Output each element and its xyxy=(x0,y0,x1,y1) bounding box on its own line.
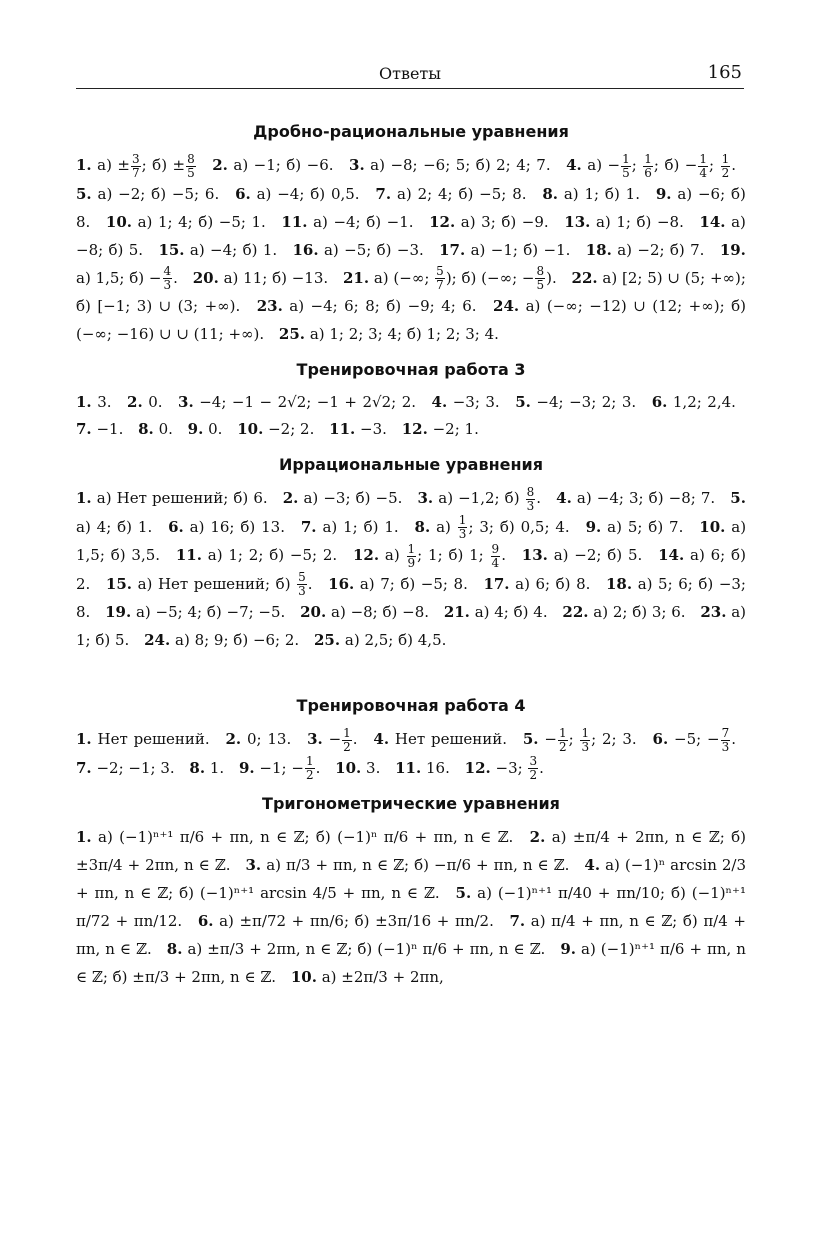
fraction: $\frac{1}{6}$ xyxy=(644,151,652,180)
fraction: $\frac{1}{3}$ xyxy=(581,725,590,754)
section-title: Дробно-рациональные уравнения xyxy=(253,122,569,141)
answer-item: 7. а) 2; 4; б) −5; 8. xyxy=(375,184,527,203)
answer-item: 5. а) −2; б) −5; 6. xyxy=(76,184,220,203)
fraction: $\frac{1}{3}$ xyxy=(458,513,467,541)
answer-item: 13. а) 1; б) −8. xyxy=(564,212,684,231)
answer-item: 6. а) −4; б) 0,5. xyxy=(235,184,360,203)
fraction: $\frac{3}{2}$ xyxy=(529,754,538,782)
answer-item: 24. а) (−∞; −12) ∪ (12; +∞); б) (−∞; −16) ∪ ∪ (11; +∞). xyxy=(76,297,746,343)
answer-item: 8. а) 1; б) 1. xyxy=(542,184,640,203)
fraction: $\frac{8}{3}$ xyxy=(526,484,535,513)
fraction: $\frac{9}{4}$ xyxy=(491,541,500,570)
answer-item: 4. а) − $\frac{1}{5}$ ; $\frac{1}{6}$ ; б) − $\frac{1}{4}$ ; $\frac{1}{2}$ . xyxy=(566,151,736,180)
fraction: $\frac{1}{9}$ xyxy=(407,541,416,570)
section-trigonometric xyxy=(76,794,746,991)
section-title: Иррациональные уравнения xyxy=(278,455,544,474)
answer-item: 20. а) 11; б) −13. xyxy=(192,268,329,287)
fraction: $\frac{7}{3}$ xyxy=(721,725,730,754)
answer-item: 19. а) 1,5; б) − $\frac{4}{3}$ . xyxy=(76,240,746,292)
answer-item: 17. а) −1; б) −1. xyxy=(439,240,571,259)
section-fractional-rational xyxy=(76,122,746,348)
answer-item: 25. а) 1; 2; 3; 4; б) 1; 2; 3; 4. xyxy=(278,325,499,343)
answer-item: 9. а) −6; б) 8. xyxy=(76,184,746,231)
answer-item: 3. а) −8; −6; 5; б) 2; 4; 7. xyxy=(349,156,551,174)
answer-item: 16. а) −5; б) −3. xyxy=(292,240,424,259)
answers-paragraph: 1. а) (−1)ⁿ⁺¹ π/6 + πn, n ∈ ℤ; б) (−1)ⁿ π/6 + πn, n ∈ ℤ. 2. а) ±π/4 + 2πn, n ∈ ℤ; б) ±3π/4 + 2πn, n ∈ ℤ. 3. а) π/3 + πn, n ∈ ℤ; б) −π/6 + πn, n ∈ ℤ. 4. а) (−1)ⁿ arcsin 2/3 + πn, n ∈ ℤ; б) (−1)ⁿ⁺¹ arcsin 4/5 + πn, n ∈ ℤ. 5. а) (−1)ⁿ⁺¹ π/40 + πn/10; б) (−1)ⁿ⁺¹ π/72 + πn/12. 6. а) ±π/72 + πn/6; б) ±3π/16 + πn/2. 7. а) π/4 + πn, n ∈ ℤ; б) π/4 + πn, n ∈ ℤ. 8. а) ±π/3 + 2πn, n ∈ ℤ; б) (−1)ⁿ π/6 + πn, n ∈ ℤ. 9. а) (−1)ⁿ⁺¹ π/6 + πn, n ∈ ℤ; б) ±π/3 + 2πn, n ∈ ℤ. 10. а) ±2π/3 + 2πn, xyxy=(76,828,747,986)
running-head: Ответы xyxy=(378,64,442,83)
answer-item: 14. а) −8; б) 5. xyxy=(76,212,746,259)
section-training-work-3 xyxy=(76,360,746,443)
answer-item: 15. а) −4; б) 1. xyxy=(158,240,278,259)
page-number: 165 xyxy=(707,62,742,83)
fraction: $\frac{8}{5}$ xyxy=(187,151,195,180)
section-title: Тренировочная работа 3 xyxy=(296,360,526,379)
fraction: $\frac{5}{7}$ xyxy=(436,264,444,292)
fraction: $\frac{3}{7}$ xyxy=(132,151,140,180)
fraction: $\frac{1}{4}$ xyxy=(699,151,708,180)
answers-paragraph xyxy=(76,151,746,348)
fraction: $\frac{1}{5}$ xyxy=(622,151,630,180)
answers-paragraph: 1. 3. 2. 0. 3. −4; −1 − 2√2; −1 + 2√2; 2. 4. −3; 3. 5. −4; −3; 2; 3. 6. 1,2; 2,4. 7. −1. 8. 0. 9. 0. 10. −2; 2. 11. −3. 12. −2; 1. xyxy=(76,393,736,438)
fraction: $\frac{1}{2}$ xyxy=(343,725,351,754)
answers-paragraph: 1. Нет решений. 2. 0; 13. 3. − $\frac{1}{2}$ . 4. Нет решений. 5. − $\frac{1}{2}$ ; $\frac{1}{3}$ ; 2; 3. 6. −5; − $\frac{7}{3}$ . 7. −2; −1; 3. 8. 1. 9. −1; − $\frac{1}{2}$ . 10. 3. 11. 16. 12. −3; $\frac{3}{2}$ . xyxy=(76,725,737,782)
answer-item: 1. а) ± $\frac{3}{7}$ ; б) ± $\frac{8}{5}$ xyxy=(76,151,195,180)
answer-item: 21. а) (−∞; $\frac{5}{7}$ ); б) (−∞; − $\frac{8}{5}$ ). xyxy=(342,264,557,292)
fraction: $\frac{1}{2}$ xyxy=(305,754,314,782)
fraction: $\frac{4}{3}$ xyxy=(163,264,172,292)
section-irrational xyxy=(76,455,746,654)
section-title: Тренировочная работа 4 xyxy=(296,696,526,715)
fraction: $\frac{8}{5}$ xyxy=(536,264,545,292)
answer-item: 22. а) [2; 5) ∪ (5; +∞); б) [−1; 3) ∪ (3; +∞). xyxy=(76,268,746,315)
answer-item: 2. а) −1; б) −6. xyxy=(212,156,334,174)
answers-paragraph: 1. а) Нет решений; б) 6. 2. а) −3; б) −5. 3. а) −1,2; б) $\frac{8}{3}$ . 4. а) −4; 3; б) −8; 7. 5. а) 4; б) 1. 6. а) 16; б) 13. 7. а) 1; б) 1. 8. а) $\frac{1}{3}$ ; 3; б) 0,5; 4. 9. а) 5; б) 7. 10. а) 1,5; б) 3,5. 11. а) 1; 2; б) −5; 2. 12. а) $\frac{1}{9}$ ; 1; б) 1; $\frac{9}{4}$ . 13. а) −2; б) 5. 14. а) 6; б) 2. 15. а) Нет решений; б) $\frac{5}{3}$ . 16. а) 7; б) −5; 8. 17. а) 6; б) 8. 18. а) 5; 6; б) −3; 8. 19. а) −5; 4; б) −7; −5. 20. а) −8; б) −8. 21. а) 4; б) 4. 22. а) 2; б) 3; 6. 23. а) 1; б) 5. 24. а) 8; 9; б) −6; 2. 25. а) 2,5; б) 4,5. xyxy=(76,484,747,649)
page-content xyxy=(76,122,746,1003)
answer-item: 18. а) −2; б) 7. xyxy=(585,240,705,259)
answer-item: 10. а) 1; 4; б) −5; 1. xyxy=(105,212,266,231)
section-training-work-4 xyxy=(76,696,746,782)
answer-item: 23. а) −4; 6; 8; б) −9; 4; 6. xyxy=(256,297,477,315)
section-title: Тригонометрические уравнения xyxy=(262,794,560,813)
answer-item: 12. а) 3; б) −9. xyxy=(429,212,549,231)
answer-item: 11. а) −4; б) −1. xyxy=(281,212,414,231)
page-header xyxy=(76,62,744,89)
fraction: $\frac{5}{3}$ xyxy=(298,570,306,598)
fraction: $\frac{1}{2}$ xyxy=(558,725,567,754)
fraction: $\frac{1}{2}$ xyxy=(721,151,730,180)
